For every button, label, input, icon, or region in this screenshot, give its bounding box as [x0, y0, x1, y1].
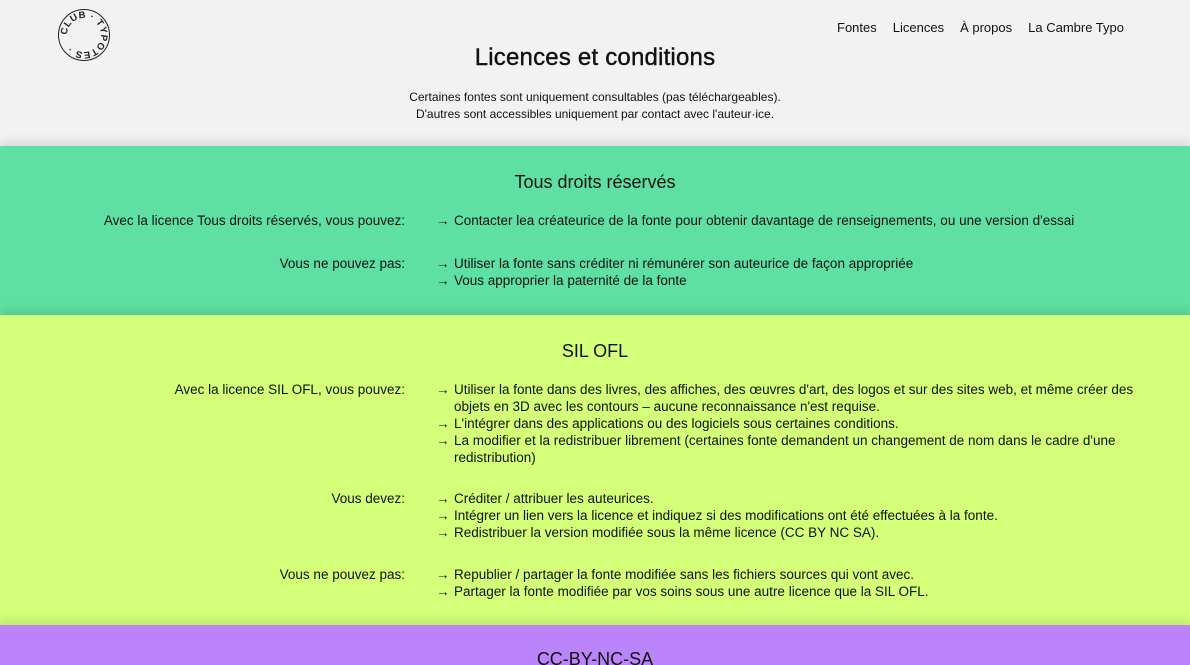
list-item: → La modifier et la redistribuer librement (certaines fonte demandent un changement de nom dans le cadre d'une redistribution): [436, 433, 1116, 465]
list-item: → Intégrer un lien vers la licence et indiquez si des modifications ont été effectuées à la fonte.: [436, 508, 998, 523]
list-item: → Contacter lea créateurice de la fonte pour obtenir davantage de renseignements, ou une version d'essai: [436, 213, 1075, 228]
page-subtitle: [0, 89, 1190, 123]
arrow-icon: →: [436, 491, 450, 506]
list-item: → Partager la fonte modifiée par vos soins sous une autre licence que la SIL OFL.: [436, 584, 929, 599]
section-title: CC-BY-NC-SA: [536, 649, 654, 665]
section-title: SIL OFL: [561, 341, 629, 361]
arrow-icon: →: [436, 433, 450, 448]
row-items: [436, 381, 1136, 466]
list-item: → Créditer / attribuer les auteurices.: [436, 491, 654, 506]
arrow-icon: →: [436, 525, 450, 540]
row-label: Avec la licence Tous droits réservés, vous pouvez:: [103, 213, 405, 228]
list-item: → Utiliser la fonte dans des livres, des affiches, des œuvres d'art, des logos et sur des sites web, et même créer des objets en 3D avec les contours – aucune reconnaissance n'est requise.: [436, 382, 1134, 414]
nav-link-fontes[interactable]: Fontes: [837, 20, 877, 35]
arrow-icon: →: [436, 584, 450, 599]
arrow-icon: →: [436, 273, 450, 288]
row-label: Vous ne pouvez pas:: [279, 256, 405, 271]
arrow-icon: →: [436, 567, 450, 582]
logo-text: CLUB · TYPOTES ·: [58, 9, 109, 60]
row-items: [436, 212, 1136, 229]
list-item: → L'intégrer dans des applications ou des logiciels sous certaines conditions.: [436, 416, 899, 431]
arrow-icon: →: [436, 508, 450, 523]
row-label: Avec la licence SIL OFL, vous pouvez:: [174, 382, 405, 397]
section-tous-droits-reserves: [0, 146, 1190, 315]
main-nav: [837, 20, 1124, 35]
subtitle-line-2: D'autres sont accessibles uniquement par contact avec l'auteur·ice.: [415, 107, 775, 121]
section-cc-by-nc-sa: [0, 625, 1190, 665]
subtitle-line-1: Certaines fontes sont uniquement consultables (pas téléchargeables).: [409, 90, 781, 104]
list-item: → Vous approprier la paternité de la fonte: [436, 273, 687, 288]
row-items: [436, 566, 1136, 600]
arrow-icon: →: [436, 213, 450, 228]
arrow-icon: →: [436, 256, 450, 271]
section-sil-ofl: [0, 315, 1190, 625]
page-header: [0, 0, 1190, 146]
list-item: → Utiliser la fonte sans créditer ni rémunérer son auteurice de façon appropriée: [436, 256, 914, 271]
nav-link-a-propos[interactable]: À propos: [960, 20, 1013, 35]
nav-link-licences[interactable]: Licences: [892, 20, 945, 35]
arrow-icon: →: [436, 382, 450, 397]
row-items: [436, 490, 1136, 541]
row-label: Vous ne pouvez pas:: [279, 567, 405, 582]
page-title: Licences et conditions: [474, 44, 716, 71]
row-items: [436, 255, 1136, 289]
section-title: Tous droits réservés: [514, 172, 676, 192]
arrow-icon: →: [436, 416, 450, 431]
row-label: Vous devez:: [331, 491, 405, 506]
list-item: → Republier / partager la fonte modifiée sans les fichiers sources qui vont avec.: [436, 567, 914, 582]
nav-link-la-cambre-typo[interactable]: La Cambre Typo: [1028, 20, 1124, 35]
list-item: → Redistribuer la version modifiée sous la même licence (CC BY NC SA).: [436, 525, 880, 540]
